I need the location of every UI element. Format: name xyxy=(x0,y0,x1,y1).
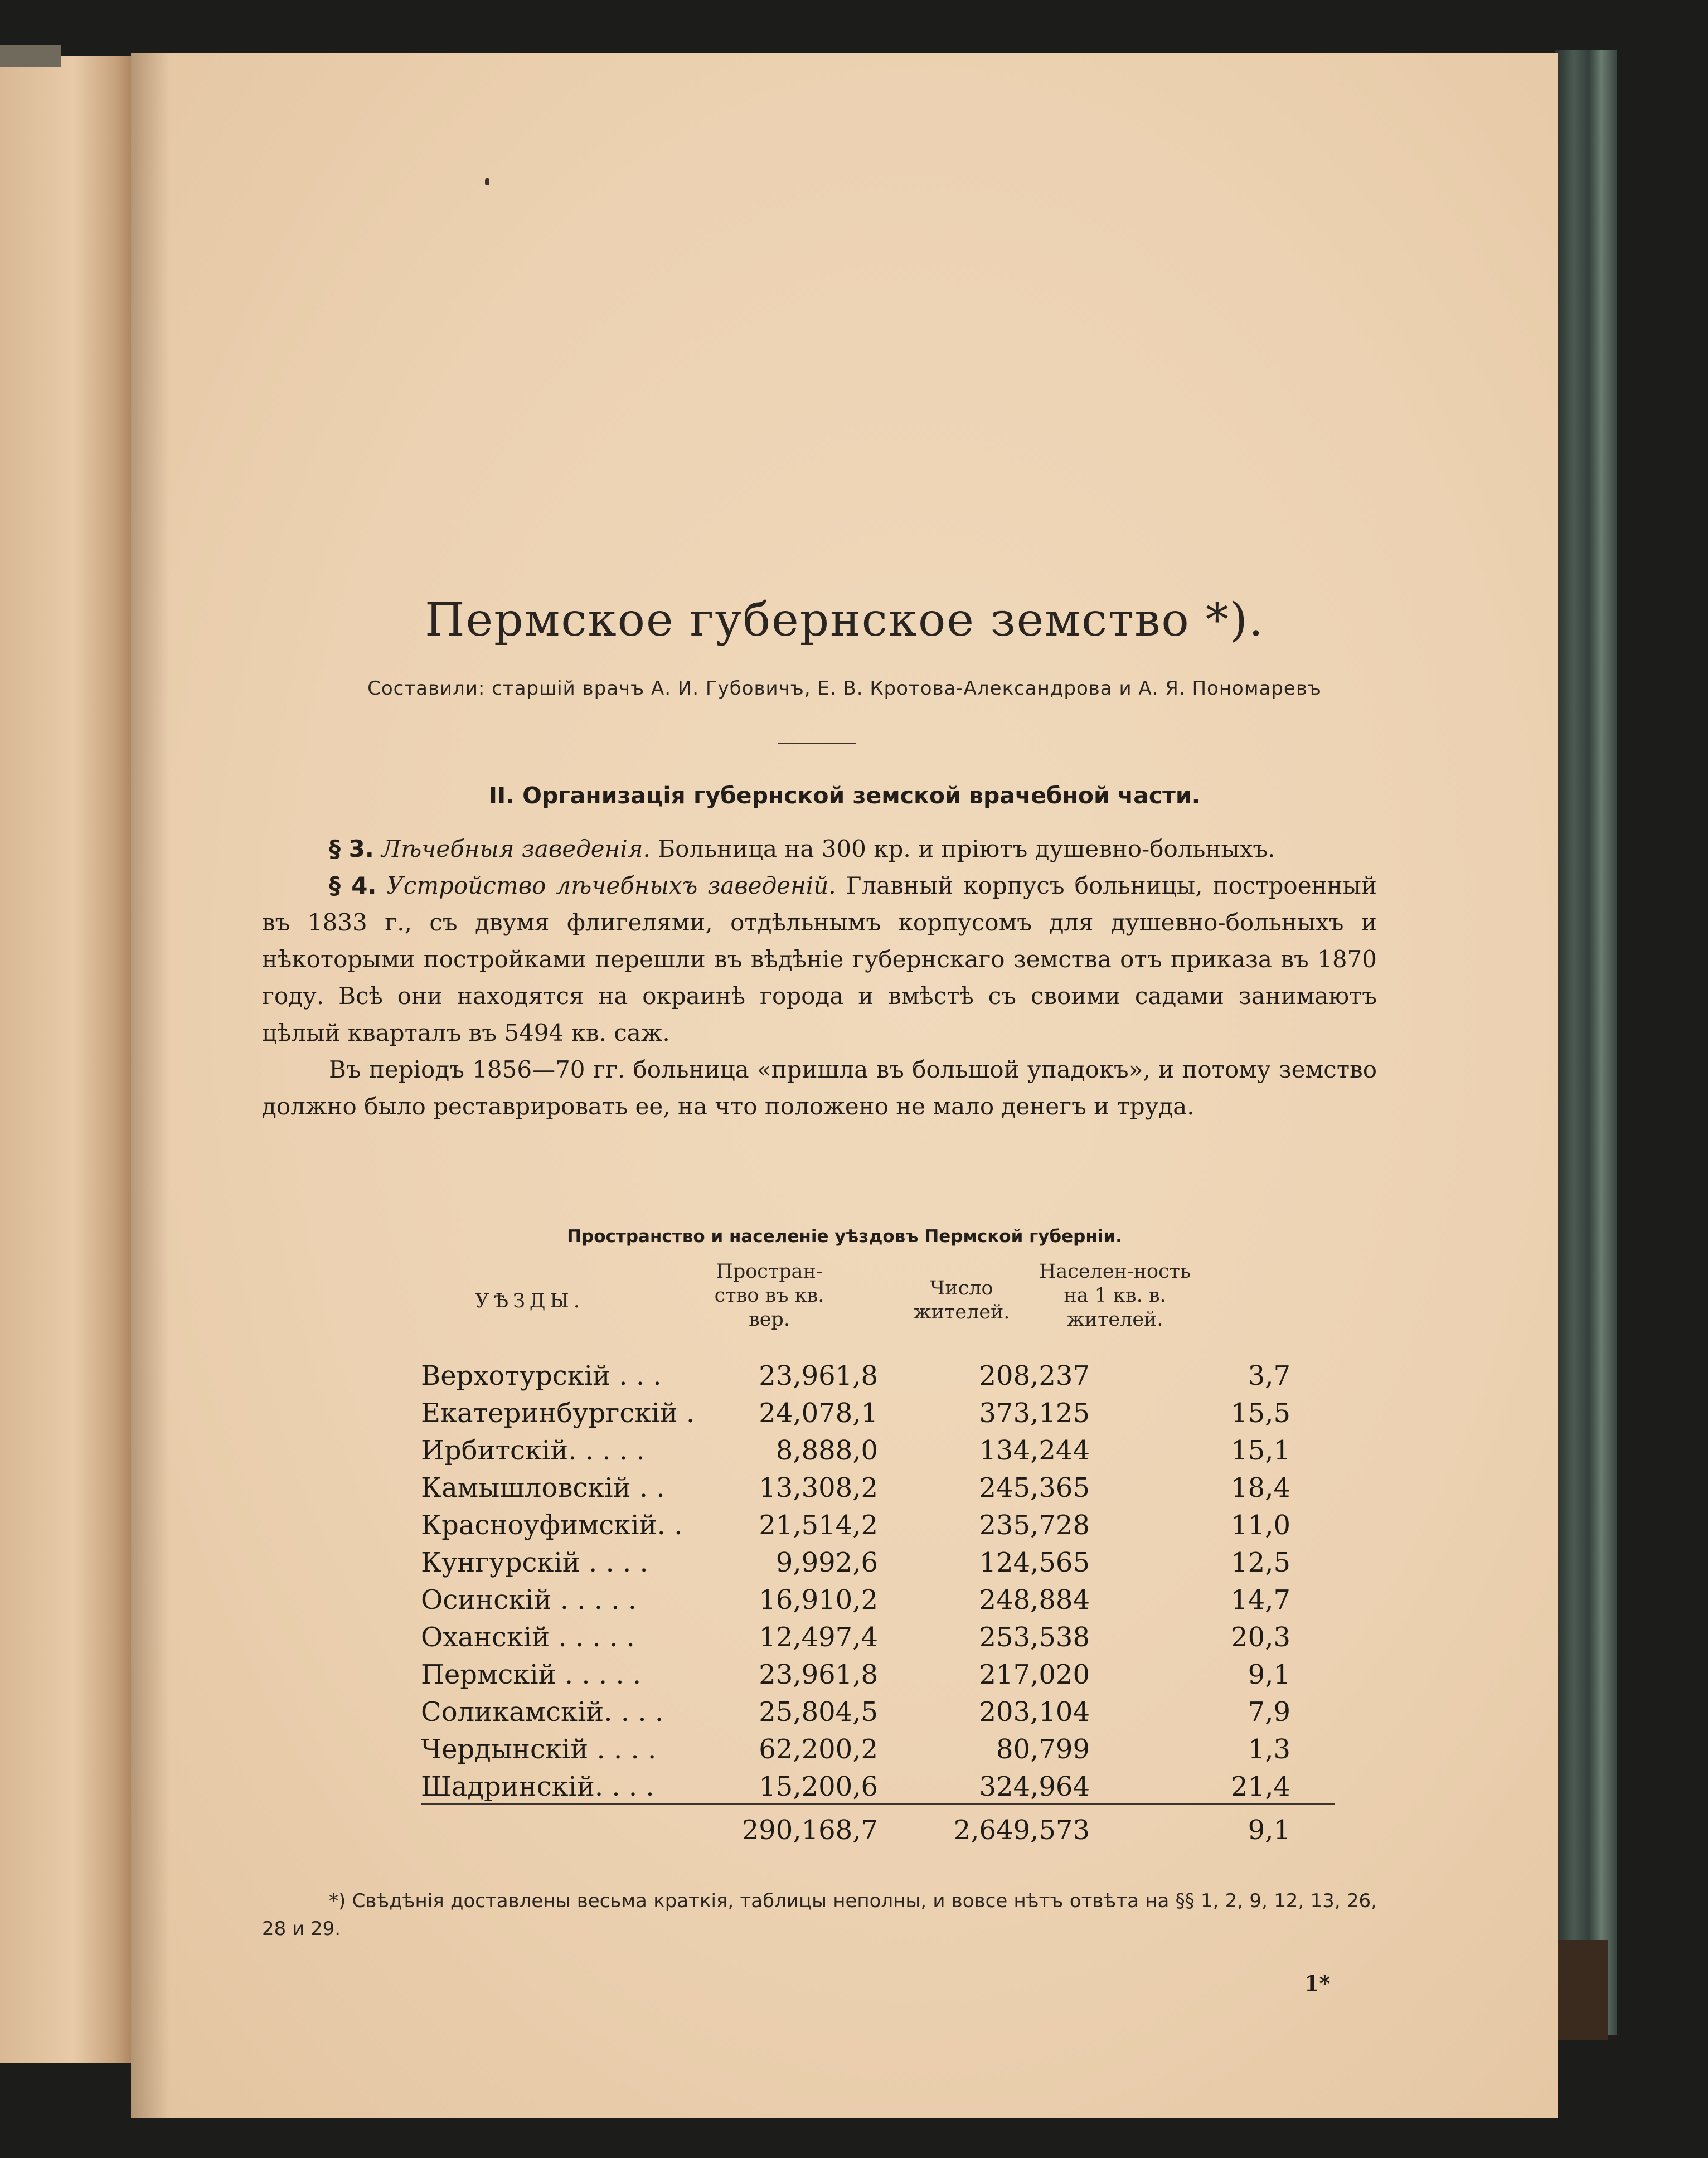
table-row xyxy=(421,1510,1369,1546)
column-header-area: Простран-ство въ кв. вер. xyxy=(714,1260,824,1331)
paragraph-3 xyxy=(262,831,1377,867)
district-name: Шадринскій. . . . xyxy=(421,1771,654,1802)
table-row xyxy=(421,1472,1369,1509)
population-value: 253,538 xyxy=(979,1622,1090,1653)
table-row xyxy=(421,1360,1369,1397)
section-heading: II. Организація губернской земской врачебной части. xyxy=(488,782,1201,809)
population-value: 208,237 xyxy=(979,1360,1090,1391)
density-value: 9,1 xyxy=(1248,1659,1290,1690)
density-value: 7,9 xyxy=(1248,1696,1290,1728)
gutter-shadow xyxy=(131,53,170,2118)
book-binding xyxy=(1555,50,1617,2035)
population-value: 373,125 xyxy=(979,1398,1090,1429)
population-value: 80,799 xyxy=(996,1734,1090,1765)
density-value: 3,7 xyxy=(1248,1360,1290,1391)
population-value: 245,365 xyxy=(979,1472,1090,1504)
paragraph-text: Больница на 300 кр. и пріютъ душевно-больныхъ. xyxy=(658,835,1275,862)
body-text xyxy=(262,831,1377,1125)
book-page xyxy=(131,53,1558,2118)
table-total-rule xyxy=(421,1803,1335,1805)
density-value: 15,1 xyxy=(1231,1435,1290,1466)
divider-rule xyxy=(778,743,856,744)
district-name: Кунгурскій . . . . xyxy=(421,1547,648,1578)
book-cover-strip xyxy=(0,45,61,67)
area-value: 24,078,1 xyxy=(759,1398,878,1429)
table-row xyxy=(421,1547,1369,1584)
density-total: 9,1 xyxy=(1248,1815,1290,1846)
area-value: 15,200,6 xyxy=(759,1771,878,1802)
district-name: Ирбитскій. . . . . xyxy=(421,1435,645,1466)
district-name: Соликамскій. . . . xyxy=(421,1696,664,1728)
area-value: 8,888,0 xyxy=(775,1435,878,1466)
district-name: Камышловскій . . xyxy=(421,1472,665,1504)
population-value: 203,104 xyxy=(979,1696,1090,1728)
table-row xyxy=(421,1734,1369,1771)
area-value: 23,961,8 xyxy=(759,1659,878,1690)
table-totals-row xyxy=(421,1815,1369,1851)
area-value: 13,308,2 xyxy=(759,1472,878,1504)
district-name: Оханскій . . . . . xyxy=(421,1622,635,1653)
ink-speck xyxy=(485,178,489,185)
density-value: 15,5 xyxy=(1231,1398,1290,1429)
column-header-density: Населен-ность на 1 кв. в. жителей. xyxy=(1039,1260,1191,1331)
footnote: *) Свѣдѣнія доставлены весьма краткія, таблицы неполны, и вовсе нѣтъ отвѣта на §§ 1, 2, 9, 12, 13, 26, 28 и 29. xyxy=(262,1890,1377,1940)
paragraph-text: Главный корпусъ больницы, построенный въ 1833 г., съ двумя флигелями, отдѣльнымъ корпусомъ для душевно-больныхъ и нѣкоторыми постройками перешли въ вѣдѣніе губернскаго земства отъ приказа въ 1870 году. Всѣ они находятся на окраинѣ города и вмѣстѣ съ своими садами занимаютъ цѣлый кварталъ въ 5494 кв. саж. xyxy=(262,872,1377,1046)
population-value: 248,884 xyxy=(979,1584,1090,1616)
density-value: 14,7 xyxy=(1231,1584,1290,1616)
paragraph-number: § 4. xyxy=(329,872,377,899)
page-title: Пермское губернское земство *). xyxy=(425,594,1264,647)
density-value: 20,3 xyxy=(1231,1622,1290,1653)
area-value: 62,200,2 xyxy=(759,1734,878,1765)
table-row xyxy=(421,1622,1369,1658)
population-value: 324,964 xyxy=(979,1771,1090,1802)
density-value: 12,5 xyxy=(1231,1547,1290,1578)
district-name: Красноуфимскій. . xyxy=(421,1510,683,1541)
area-value: 23,961,8 xyxy=(759,1360,878,1391)
population-value: 217,020 xyxy=(979,1659,1090,1690)
column-header-population: Число жителей. xyxy=(913,1277,1010,1323)
density-value: 11,0 xyxy=(1231,1510,1290,1541)
population-value: 235,728 xyxy=(979,1510,1090,1541)
district-name: Осинскій . . . . . xyxy=(421,1584,637,1616)
paragraph-4 xyxy=(262,867,1377,1051)
paragraph-title: Лѣчебныя заведенія. xyxy=(381,835,651,862)
density-value: 21,4 xyxy=(1231,1771,1290,1802)
previous-page-edge xyxy=(0,56,134,2063)
area-total: 290,168,7 xyxy=(741,1815,878,1846)
paragraph-number: § 3. xyxy=(329,835,374,862)
compilers-line: Составили: старшій врачъ А. И. Губовичъ, Е. В. Кротова-Александрова и А. Я. Пономаревъ xyxy=(367,677,1322,700)
table-row xyxy=(421,1398,1369,1434)
district-name: Екатеринбургскій . xyxy=(421,1398,695,1429)
table-row xyxy=(421,1435,1369,1472)
binding-corner xyxy=(1552,1940,1608,2040)
column-header-districts: УѢЗДЫ. xyxy=(475,1290,584,1312)
area-value: 25,804,5 xyxy=(759,1696,878,1728)
table-row xyxy=(421,1584,1369,1621)
table-title: Пространство и населеніе уѣздовъ Пермской губерніи. xyxy=(567,1226,1122,1247)
area-value: 16,910,2 xyxy=(759,1584,878,1616)
page-number: 1* xyxy=(1304,1971,1331,1996)
table-row xyxy=(421,1771,1369,1808)
district-name: Чердынскій . . . . xyxy=(421,1734,657,1765)
density-value: 1,3 xyxy=(1248,1734,1290,1765)
district-name: Верхотурскій . . . xyxy=(421,1360,662,1391)
density-value: 18,4 xyxy=(1231,1472,1290,1504)
area-value: 12,497,4 xyxy=(759,1622,878,1653)
paragraph-title: Устройство лѣчебныхъ заведеній. xyxy=(386,872,836,899)
population-total: 2,649,573 xyxy=(953,1815,1090,1846)
district-name: Пермскій . . . . . xyxy=(421,1659,642,1690)
population-value: 124,565 xyxy=(979,1547,1090,1578)
table-row xyxy=(421,1659,1369,1696)
population-value: 134,244 xyxy=(979,1435,1090,1466)
area-value: 21,514,2 xyxy=(759,1510,878,1541)
paragraph-period: Въ періодъ 1856—70 гг. больница «пришла въ большой упадокъ», и потому земство должно было реставрировать ее, на что положено не мало денегъ и труда. xyxy=(262,1056,1377,1120)
area-value: 9,992,6 xyxy=(775,1547,878,1578)
table-row xyxy=(421,1696,1369,1733)
